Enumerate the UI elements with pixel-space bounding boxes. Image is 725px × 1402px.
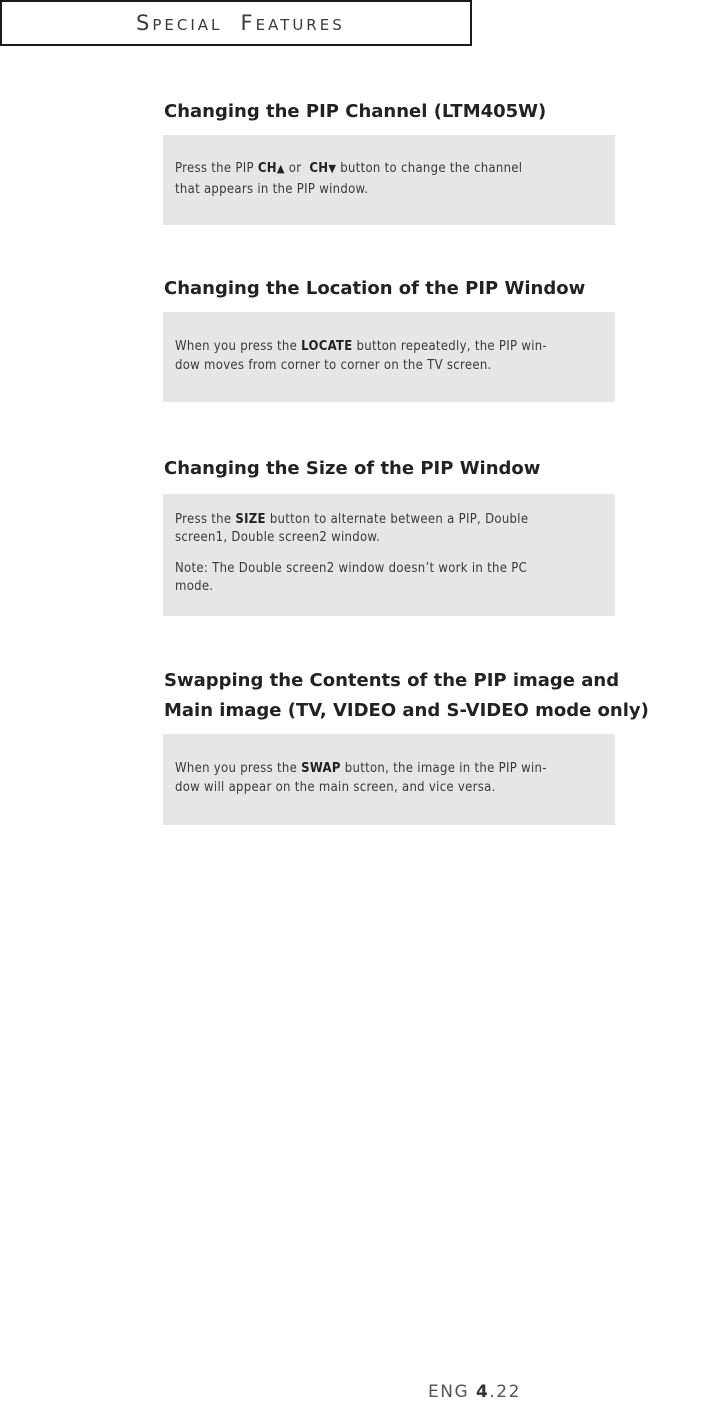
triangle-down-icon: ▼ (328, 162, 337, 175)
section-title-pip-location: Changing the Location of the PIP Window (164, 278, 586, 299)
pip-channel-line2: that appears in the PIP window. (175, 182, 369, 197)
page-section-title (136, 11, 345, 35)
pip-location-line1: When you press the LOCATE button repeatedly, the PIP win- (175, 339, 548, 354)
pip-swap-title-line2: Main image (TV, VIDEO and S-VIDEO mode only) (164, 700, 649, 721)
section-box-pip-swap (163, 734, 615, 825)
section-box-pip-channel (163, 135, 615, 225)
ch-keyword: CH (257, 161, 277, 176)
pip-size-note-line1: Note: The Double screen2 window doesn’t work in the PC (175, 561, 528, 576)
pip-size-note-line2: mode. (175, 579, 214, 594)
swap-keyword: SWAP (301, 761, 341, 776)
section-title-pip-size: Changing the Size of the PIP Window (164, 458, 541, 479)
header-word1-rest: PECIAL (152, 16, 223, 34)
header-word1-cap: S (136, 11, 153, 35)
pip-swap-line2: dow will appear on the main screen, and vice versa. (175, 780, 496, 795)
section-box-pip-size (163, 494, 615, 616)
page-number: ENG 4.22 (428, 1382, 521, 1402)
ch-keyword: CH (309, 161, 329, 176)
size-keyword: SIZE (235, 512, 266, 527)
section-box-pip-location (163, 312, 615, 402)
pip-location-line2: dow moves from corner to corner on the TV screen. (175, 358, 492, 373)
triangle-up-icon: ▲ (276, 162, 285, 175)
pip-swap-line1: When you press the SWAP button, the image in the PIP win- (175, 761, 547, 776)
pip-size-line2: screen1, Double screen2 window. (175, 530, 381, 545)
page-number-minor: .22 (489, 1382, 521, 1402)
page-number-major: 4 (476, 1382, 490, 1402)
pip-size-line1: Press the SIZE button to alternate between a PIP, Double (175, 512, 529, 527)
pip-swap-title-line1: Swapping the Contents of the PIP image and (164, 670, 620, 691)
header-box (0, 0, 472, 46)
pip-channel-line1: Press the PIP CH▲ or CH▼ button to change the channel (175, 161, 523, 176)
header-word2-rest: EATURES (255, 16, 345, 34)
locate-keyword: LOCATE (301, 339, 353, 354)
header-word2-cap: F (240, 11, 256, 35)
section-title-pip-channel: Changing the PIP Channel (LTM405W) (164, 101, 547, 122)
section-title-pip-swap (164, 666, 649, 726)
